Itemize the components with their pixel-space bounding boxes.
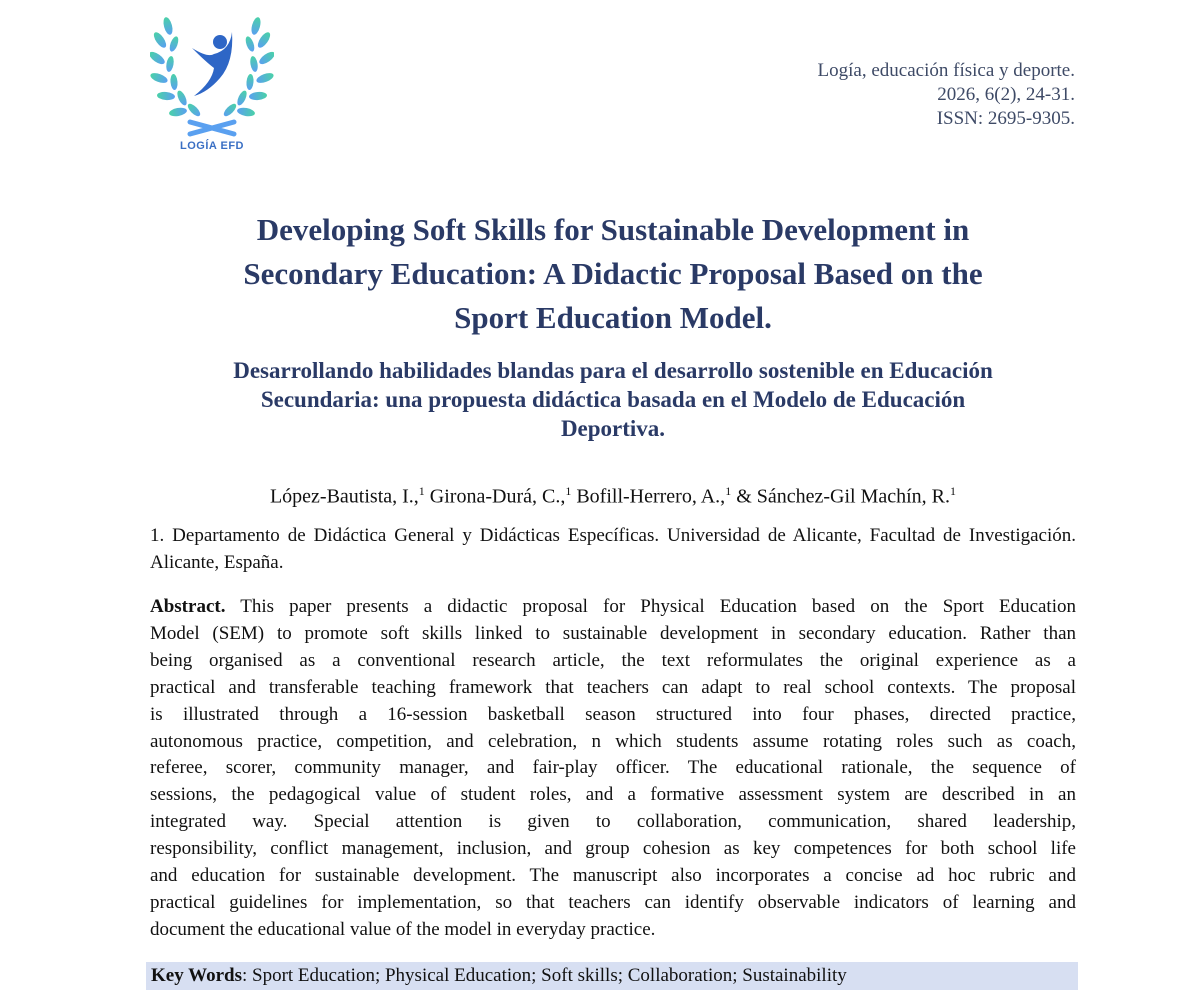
laurel-emblem-icon (150, 14, 274, 142)
author-name: López-Bautista, I., (269, 485, 419, 508)
author-affiliation-mark: 1 (418, 484, 425, 498)
author-affiliation-mark: 1 (565, 484, 572, 498)
abstract-line: referee, scorer, community manager, and fair-play officer. The educational rationale, the sequence of (150, 757, 1076, 779)
abstract-line: being organised as a conventional research article, the text reformulates the original experience as a (150, 649, 1076, 671)
keywords-text: : Sport Education; Physical Education; Soft skills; Collaboration; Sustainability (241, 965, 847, 986)
abstract-line: integrated way. Special attention is given to collaboration, communication, shared leadership, (150, 811, 1076, 833)
paper-subtitle-spanish (150, 356, 1076, 443)
title-line: Developing Soft Skills for Sustainable Development in (256, 212, 970, 247)
title-line: Secondary Education: A Didactic Proposal Based on the (243, 256, 983, 291)
abstract-line: and education for sustainable development. The manuscript also incorporates a concise ad hoc rubric and (150, 865, 1076, 887)
author-affiliation-mark: 1 (725, 484, 732, 498)
subtitle-line: Deportiva. (560, 416, 666, 441)
paper-title (150, 208, 1076, 340)
logo-wordmark: LOGÍA EFD (180, 140, 244, 152)
keywords-bar (146, 962, 1078, 990)
abstract-line: practical and transferable teaching framework that teachers can adapt to real school contexts. The proposal (150, 676, 1076, 698)
abstract-line: autonomous practice, competition, and celebration, n which students assume rotating roles such as coach, (150, 730, 1076, 752)
abstract-line: Model (SEM) to promote soft skills linked to sustainable development in secondary education. Rather than (150, 622, 1076, 644)
author-name: & Sánchez-Gil Machín, R. (736, 485, 951, 508)
abstract-label: Abstract. (150, 596, 226, 617)
abstract-line-text: This paper presents a didactic proposal for Physical Education based on the Sport Education (225, 596, 1076, 617)
abstract-line: sessions, the pedagogical value of student roles, and a formative assessment system are described in an (150, 784, 1076, 806)
author-name: Bofill-Herrero, A., (576, 485, 726, 508)
author-name: Girona-Durá, C., (429, 485, 566, 508)
journal-issue: 2026, 6(2), 24-31. (937, 84, 1075, 105)
journal-issn: ISSN: 2695-9305. (936, 108, 1075, 129)
affiliation: 1. Departamento de Didáctica General y Didácticas Específicas. Universidad de Alicante, Facultad de Investigación. Alicante, España. (150, 525, 1076, 573)
journal-name: Logía, educación física y deporte. (817, 60, 1075, 81)
subtitle-line: Desarrollando habilidades blandas para el desarrollo sostenible en Educación (233, 358, 993, 383)
author-affiliation-mark: 1 (950, 484, 957, 498)
keywords-label: Key Words (151, 965, 242, 986)
abstract-line: is illustrated through a 16-session basketball season structured into four phases, directed practice, (150, 703, 1076, 725)
abstract-line: document the educational value of the model in everyday practice. (150, 918, 656, 940)
author-list (150, 477, 1076, 511)
journal-citation (818, 59, 1075, 131)
abstract-line: practical guidelines for implementation, so that teachers can identify observable indicators of learning and (150, 891, 1076, 913)
subtitle-line: Secundaria: una propuesta didáctica basada en el Modelo de Educación (260, 387, 966, 412)
journal-logo (150, 14, 274, 156)
abstract-line (150, 594, 1076, 621)
title-line: Sport Education Model. (454, 300, 772, 335)
abstract-line: responsibility, conflict management, inclusion, and group cohesion as key competences for both school life (150, 838, 1076, 860)
abstract (150, 594, 1076, 944)
